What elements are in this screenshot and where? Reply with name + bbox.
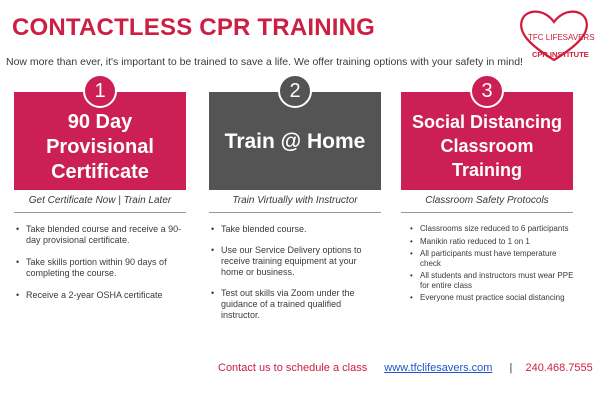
list-item: • All students and instructors must wear PPE for entire class (408, 271, 574, 290)
divider (401, 212, 573, 213)
intro-text: Now more than ever, it's important to be trained to save a life. We offer training options with your safety in mind! (6, 56, 523, 68)
list-item: • Test out skills via Zoom under the guidance of a trained qualified instructor. (209, 288, 369, 321)
card-tagline: Get Certificate Now | Train Later (28, 195, 172, 206)
contact-footer (218, 362, 593, 374)
list-item: • Use our Service Delivery options to receive training equipment at your home or business. (209, 245, 369, 278)
logo-text-top: TFC LIFESAVERS (528, 33, 595, 42)
phone-number: 240.468.7555 (525, 362, 593, 374)
card-tagline: Classroom Safety Protocols (425, 195, 549, 206)
card-title-line: 90 Day (67, 110, 133, 133)
option-card-social-distancing (401, 79, 573, 190)
separator: | (509, 362, 513, 374)
logo-text-bottom: CPR INSTITUTE (532, 50, 589, 59)
card-title (46, 98, 154, 185)
card-tagline: Train Virtually with Instructor (232, 195, 358, 206)
page-title: CONTACTLESS CPR TRAINING (12, 14, 376, 41)
list-item: • Classrooms size reduced to 6 participants (408, 224, 574, 234)
card-title-line: Certificate (51, 160, 149, 183)
list-item: • Take skills portion within 90 days of completing the course. (14, 257, 186, 279)
list-item: • Everyone must practice social distancing (408, 293, 574, 303)
card-title-line: Training (451, 160, 522, 180)
website-link[interactable]: www.tfclifesavers.com (384, 362, 493, 374)
bullet-list (14, 224, 186, 312)
option-card-provisional (14, 79, 186, 190)
list-item: • All participants must have temperature check (408, 249, 574, 268)
card-title-line: Train @ Home (224, 129, 366, 153)
logo (514, 6, 594, 64)
bullet-list (408, 224, 574, 306)
bullet-list (209, 224, 369, 331)
list-item: • Manikin ratio reduced to 1 on 1 (408, 237, 574, 247)
list-item: • Take blended course and receive a 90-day provisional certificate. (14, 224, 186, 246)
contact-label: Contact us to schedule a class (218, 362, 368, 374)
list-item: • Receive a 2-year OSHA certificate (14, 290, 186, 301)
card-title-line: Provisional (46, 135, 154, 158)
option-card-train-at-home (209, 79, 381, 190)
step-number-badge: 2 (278, 74, 312, 108)
card-title (412, 100, 562, 182)
divider (209, 212, 381, 213)
card-title-line: Social Distancing (411, 112, 563, 132)
card-title (225, 129, 366, 154)
card-title-line: Classroom (440, 136, 534, 156)
step-number-badge: 1 (83, 74, 117, 108)
step-number-badge: 3 (470, 74, 504, 108)
divider (14, 212, 186, 213)
list-item: • Take blended course. (209, 224, 369, 235)
